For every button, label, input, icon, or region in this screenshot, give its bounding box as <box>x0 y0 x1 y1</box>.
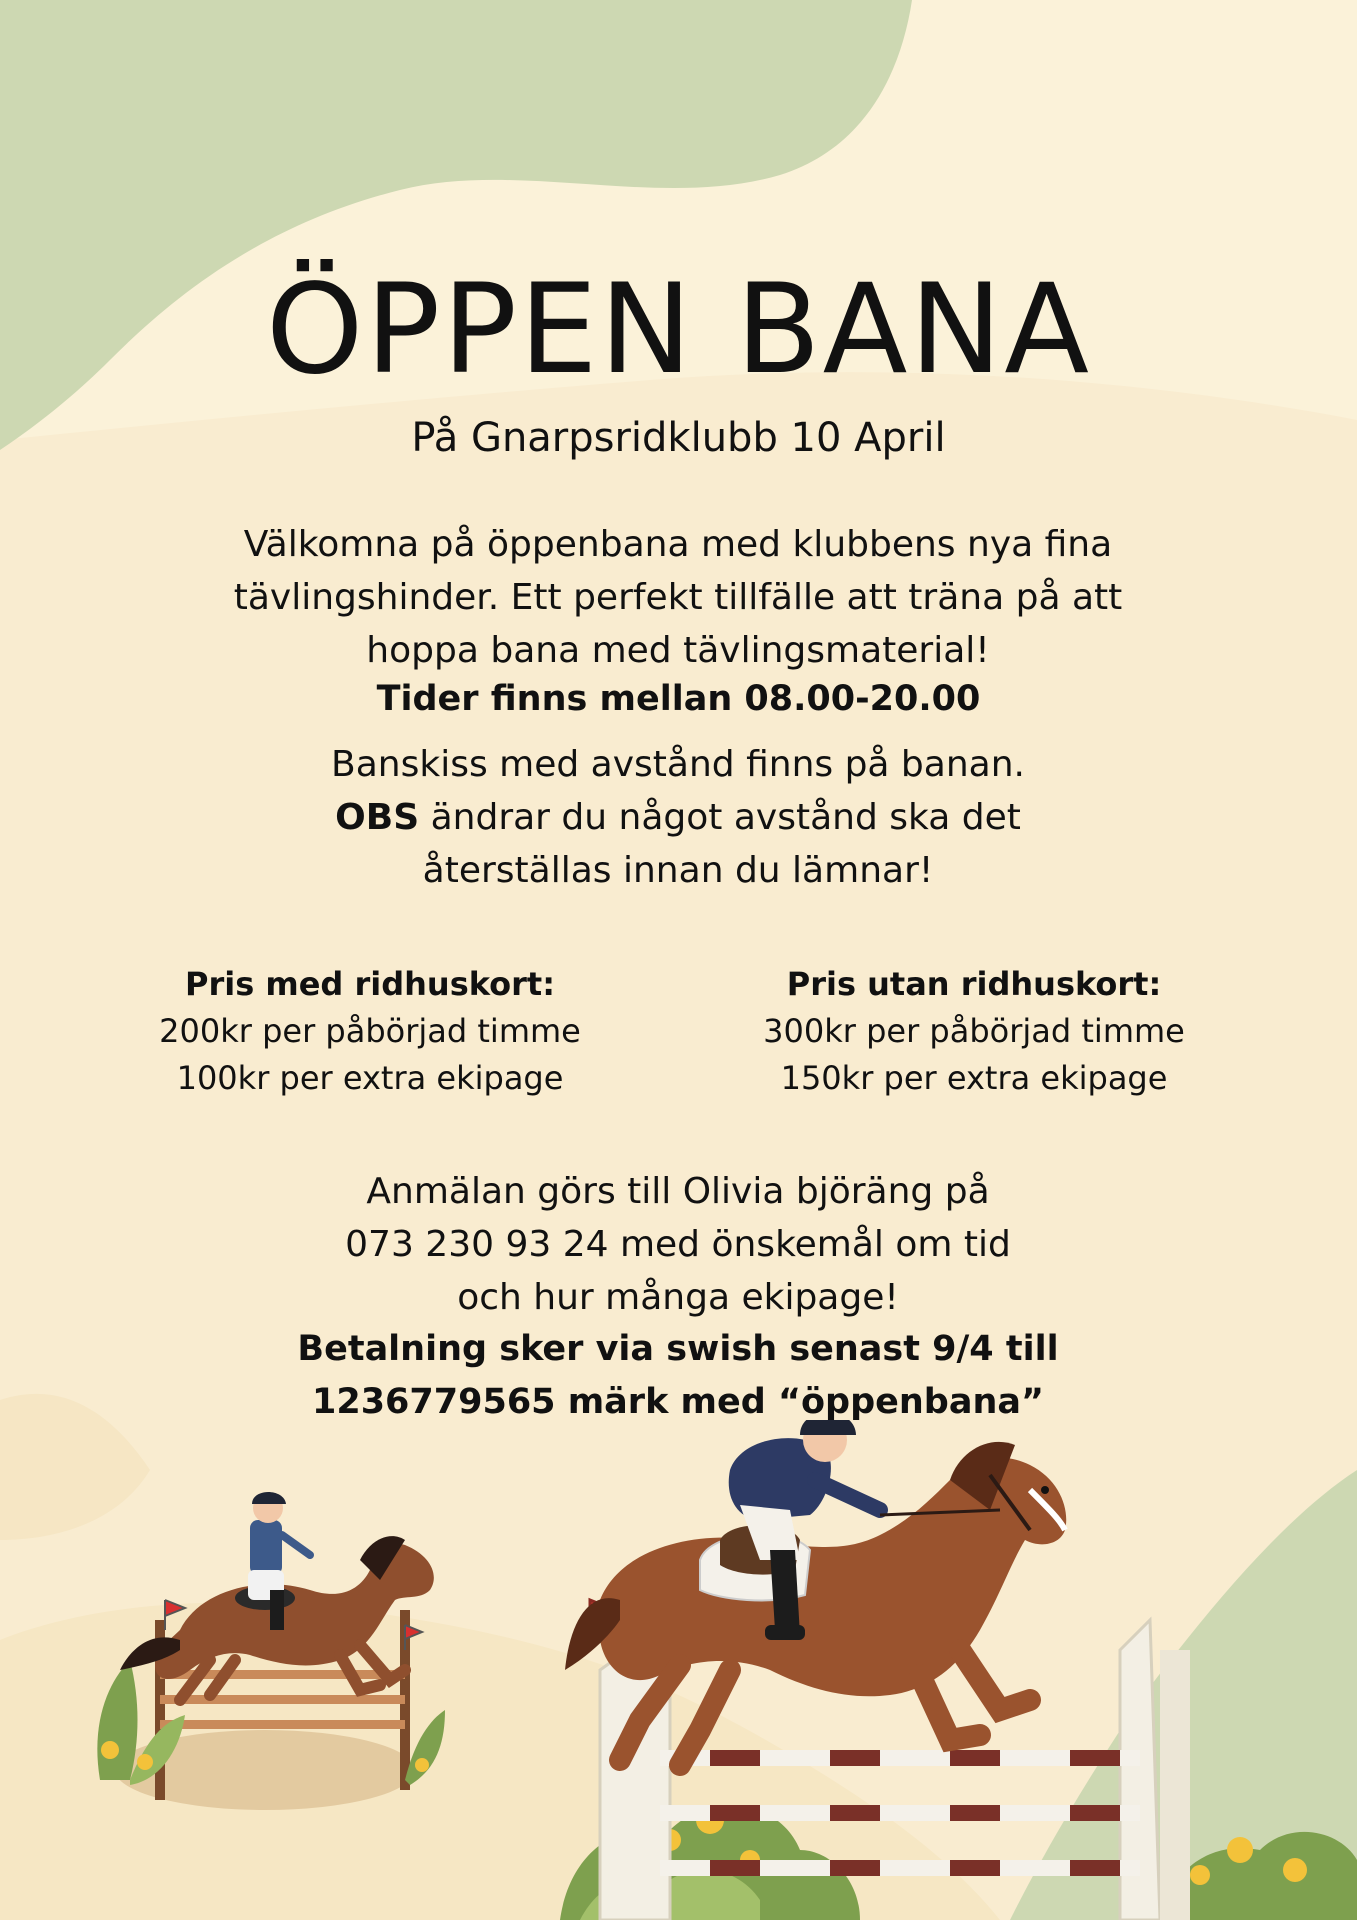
price-with-card <box>110 961 630 1102</box>
signup-line: och hur många ekipage! <box>457 1277 899 1318</box>
price-extra: 100kr per extra ekipage <box>176 1059 564 1097</box>
poster-subtitle: På Gnarpsridklubb 10 April <box>411 415 946 461</box>
note-line: återställas innan du lämnar! <box>422 850 934 891</box>
course-note <box>228 738 1128 897</box>
price-extra: 150kr per extra ekipage <box>780 1059 1168 1097</box>
intro-paragraph <box>178 518 1178 677</box>
payment-line: Betalning sker via swish senast 9/4 till <box>297 1329 1059 1369</box>
note-text: ändrar du något avstånd ska det <box>419 797 1021 838</box>
price-hour: 300kr per påbörjad timme <box>763 1012 1185 1050</box>
price-without-card <box>714 961 1234 1102</box>
intro-line: Välkomna på öppenbana med klubbens nya fina <box>243 524 1113 565</box>
price-hour: 200kr per påbörjad timme <box>159 1012 581 1050</box>
price-heading: Pris med ridhuskort: <box>184 965 556 1003</box>
opening-times: Tider finns mellan 08.00-20.00 <box>376 679 981 719</box>
payment-line: 1236779565 märk med “öppenbana” <box>312 1382 1044 1422</box>
signup-line: Anmälan görs till Olivia björäng på <box>366 1171 990 1212</box>
intro-line: hoppa bana med tävlingsmaterial! <box>366 630 990 671</box>
poster-title: ÖPPEN BANA <box>265 258 1092 402</box>
payment-info <box>228 1323 1128 1429</box>
signup-line: 073 230 93 24 med önskemål om tid <box>345 1224 1011 1265</box>
price-heading: Pris utan ridhuskort: <box>786 965 1162 1003</box>
note-line: Banskiss med avstånd finns på banan. <box>331 744 1025 785</box>
signup-info <box>228 1165 1128 1324</box>
obs-label: OBS <box>335 797 420 838</box>
intro-line: tävlingshinder. Ett perfekt tillfälle att träna på att <box>233 577 1123 618</box>
note-line <box>228 791 1128 844</box>
